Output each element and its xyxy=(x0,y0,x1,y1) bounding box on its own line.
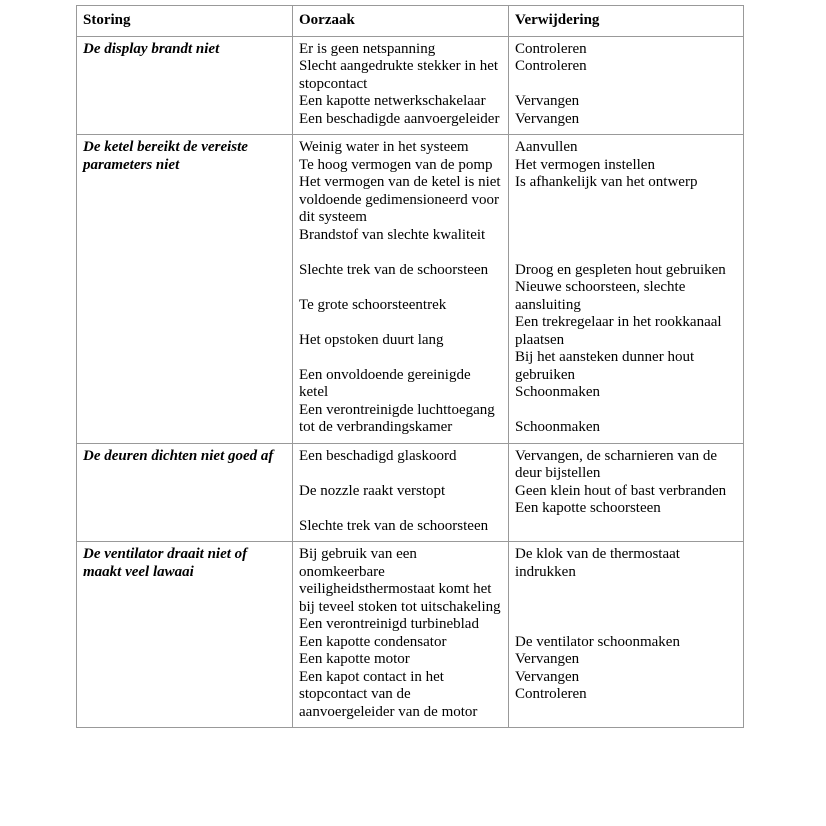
oorzaak-line: Een beschadigd glaskoord xyxy=(299,447,457,464)
oorzaak-line: Weinig water in het systeem xyxy=(299,139,469,155)
oorzaak-line: Een verontreinigde luchttoegang tot de verbrandingskamer xyxy=(299,401,495,435)
storing-cell: De ventilator draait niet of maakt veel lawaai xyxy=(77,542,293,728)
spacer xyxy=(515,192,737,210)
verwijdering-line: Is afhankelijk van het ontwerp xyxy=(515,174,698,190)
oorzaak-cell xyxy=(293,443,509,542)
verwijdering-line: Vervangen xyxy=(515,93,580,109)
oorzaak-line: Een kapotte netwerkschakelaar xyxy=(299,93,486,109)
verwijdering-line: Controleren xyxy=(515,686,587,702)
spacer xyxy=(515,209,737,227)
spacer xyxy=(299,244,502,262)
verwijdering-line: Aanvullen xyxy=(515,139,578,155)
verwijdering-line: Vervangen xyxy=(515,110,580,127)
table-row xyxy=(77,443,744,542)
storing-cell: De ketel bereikt de vereiste parameters niet xyxy=(77,135,293,444)
spacer xyxy=(515,402,737,420)
table-row xyxy=(77,135,744,444)
verwijdering-line: Het vermogen instellen xyxy=(515,156,655,173)
verwijdering-line: Schoonmaken xyxy=(515,419,600,435)
verwijdering-line: Vervangen, de scharnieren van de deur bijstellen xyxy=(515,447,717,481)
verwijdering-line: Droog en gespleten hout gebruiken xyxy=(515,261,726,278)
oorzaak-line: Slecht aangedrukte stekker in het stopcontact xyxy=(299,58,499,92)
verwijdering-line: De klok van de thermostaat indrukken xyxy=(515,546,680,580)
oorzaak-line: Het vermogen van de ketel is niet voldoende gedimensioneerd voor dit systeem xyxy=(299,174,501,225)
oorzaak-line: Slechte trek van de schoorsteen xyxy=(299,517,489,534)
oorzaak-line: Een verontreinigd turbineblad xyxy=(299,616,479,632)
verwijdering-cell xyxy=(509,443,744,542)
spacer xyxy=(515,76,737,94)
header-oorzaak: Oorzaak xyxy=(293,6,509,37)
storing-cell: De display brandt niet xyxy=(77,36,293,135)
spacer xyxy=(515,616,737,634)
spacer xyxy=(515,599,737,617)
spacer xyxy=(515,244,737,262)
spacer xyxy=(299,500,502,518)
storing-cell: De deuren dichten niet goed af xyxy=(77,443,293,542)
oorzaak-cell xyxy=(293,542,509,728)
oorzaak-cell xyxy=(293,135,509,444)
verwijdering-line: Controleren xyxy=(515,40,587,57)
spacer xyxy=(299,314,502,332)
verwijdering-line: Controleren xyxy=(515,58,587,74)
verwijdering-line: Nieuwe schoorsteen, slechte aansluiting xyxy=(515,279,686,313)
verwijdering-line: Een trekregelaar in het rookkanaal plaatsen xyxy=(515,314,722,348)
oorzaak-line: Slechte trek van de schoorsteen xyxy=(299,261,489,278)
oorzaak-line: Bij gebruik van een onomkeerbare veiligheidsthermostaat komt het bij teveel stoken tot uitschakeling xyxy=(299,546,501,615)
oorzaak-line: Te grote schoorsteentrek xyxy=(299,296,447,313)
oorzaak-line: Een onvoldoende gereinigde ketel xyxy=(299,366,471,400)
oorzaak-line: Een kapot contact in het stopcontact van de aanvoergeleider van de motor xyxy=(299,668,478,720)
verwijdering-cell xyxy=(509,542,744,728)
oorzaak-line: Een kapotte motor xyxy=(299,651,410,667)
oorzaak-line: Een beschadigde aanvoergeleider xyxy=(299,110,500,127)
verwijdering-line: Geen klein hout of bast verbranden xyxy=(515,482,727,499)
header-storing: Storing xyxy=(77,6,293,37)
verwijdering-line: Vervangen xyxy=(515,668,580,685)
verwijdering-line: Vervangen xyxy=(515,651,580,667)
verwijdering-cell xyxy=(509,135,744,444)
oorzaak-line: De nozzle raakt verstopt xyxy=(299,482,446,499)
oorzaak-line: Het opstoken duurt lang xyxy=(299,331,444,348)
oorzaak-line: Te hoog vermogen van de pomp xyxy=(299,156,493,173)
troubleshooting-table xyxy=(76,5,744,728)
spacer xyxy=(299,465,502,483)
verwijdering-line: Schoonmaken xyxy=(515,384,600,400)
header-verwijdering: Verwijdering xyxy=(509,6,744,37)
table-row xyxy=(77,542,744,728)
oorzaak-line: Er is geen netspanning xyxy=(299,40,436,57)
spacer xyxy=(299,279,502,297)
header-row xyxy=(77,6,744,37)
oorzaak-line: Een kapotte condensator xyxy=(299,633,447,650)
oorzaak-line: Brandstof van slechte kwaliteit xyxy=(299,226,486,243)
verwijdering-cell xyxy=(509,36,744,135)
spacer xyxy=(515,581,737,599)
spacer xyxy=(515,227,737,245)
table-row xyxy=(77,36,744,135)
verwijdering-line: De ventilator schoonmaken xyxy=(515,633,680,650)
spacer xyxy=(299,349,502,367)
verwijdering-line: Een kapotte schoorsteen xyxy=(515,500,661,516)
verwijdering-line: Bij het aansteken dunner hout gebruiken xyxy=(515,349,695,383)
oorzaak-cell xyxy=(293,36,509,135)
